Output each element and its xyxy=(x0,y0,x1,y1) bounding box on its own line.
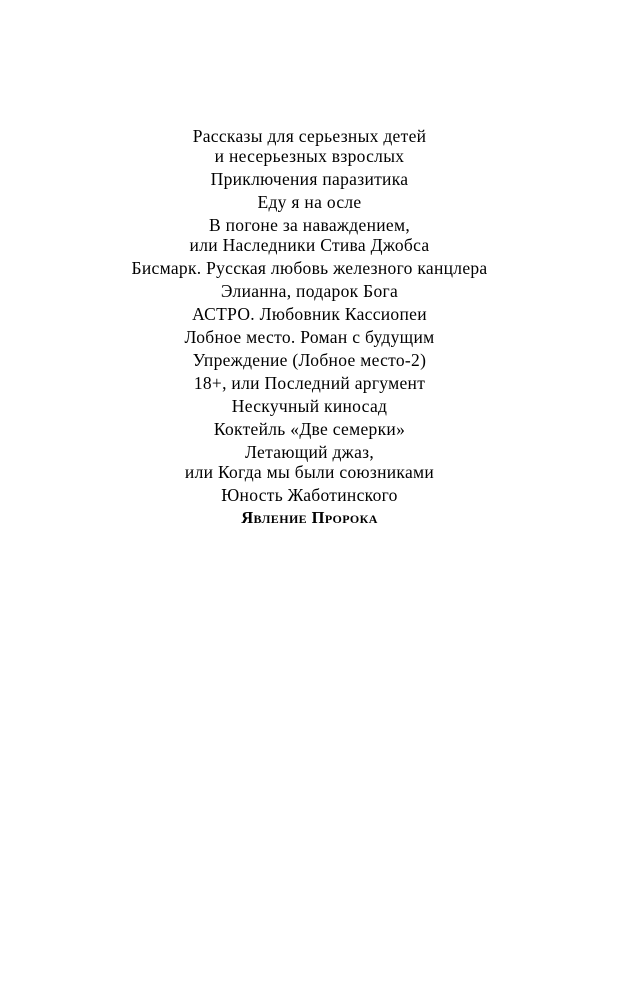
book-title-line: и несерьезных взрослых xyxy=(214,146,405,166)
book-title xyxy=(0,281,619,301)
book-title xyxy=(0,327,619,347)
book-title-line: АСТРО. Любовник Кассиопеи xyxy=(192,304,427,324)
book-title xyxy=(0,192,619,212)
book-title-line: Приключения паразитика xyxy=(210,169,409,189)
book-title xyxy=(0,396,619,416)
book-title-line: Бисмарк. Русская любовь железного канцлера xyxy=(131,258,488,278)
current-book-title xyxy=(0,508,619,528)
book-title xyxy=(0,258,619,278)
book-title-line: Упреждение (Лобное место-2) xyxy=(192,350,427,370)
book-title-list xyxy=(0,126,619,531)
book-title-line: Летающий джаз, xyxy=(244,442,375,462)
book-title-line: Явление Пророка xyxy=(241,508,378,527)
book-title xyxy=(0,485,619,505)
book-title xyxy=(0,304,619,324)
book-title xyxy=(0,126,619,166)
book-title xyxy=(0,373,619,393)
book-title-line: или Наследники Стива Джобса xyxy=(189,235,430,255)
book-title-line: Коктейль «Две семерки» xyxy=(213,419,406,439)
book-title xyxy=(0,419,619,439)
book-title-line: В погоне за наваждением, xyxy=(208,215,411,235)
book-title-line: 18+, или Последний аргумент xyxy=(193,373,426,393)
book-title-line: Еду я на осле xyxy=(257,192,362,212)
book-title xyxy=(0,350,619,370)
book-title xyxy=(0,169,619,189)
book-title-line: Элианна, подарок Бога xyxy=(220,281,399,301)
book-title xyxy=(0,442,619,482)
book-title xyxy=(0,215,619,255)
book-title-line: Лобное место. Роман с будущим xyxy=(184,327,435,347)
book-title-line: или Когда мы были союзниками xyxy=(184,462,435,482)
book-title-line: Нескучный киносад xyxy=(231,396,388,416)
book-title-line: Юность Жаботинского xyxy=(221,485,398,505)
book-title-line: Рассказы для серьезных детей xyxy=(192,126,427,146)
